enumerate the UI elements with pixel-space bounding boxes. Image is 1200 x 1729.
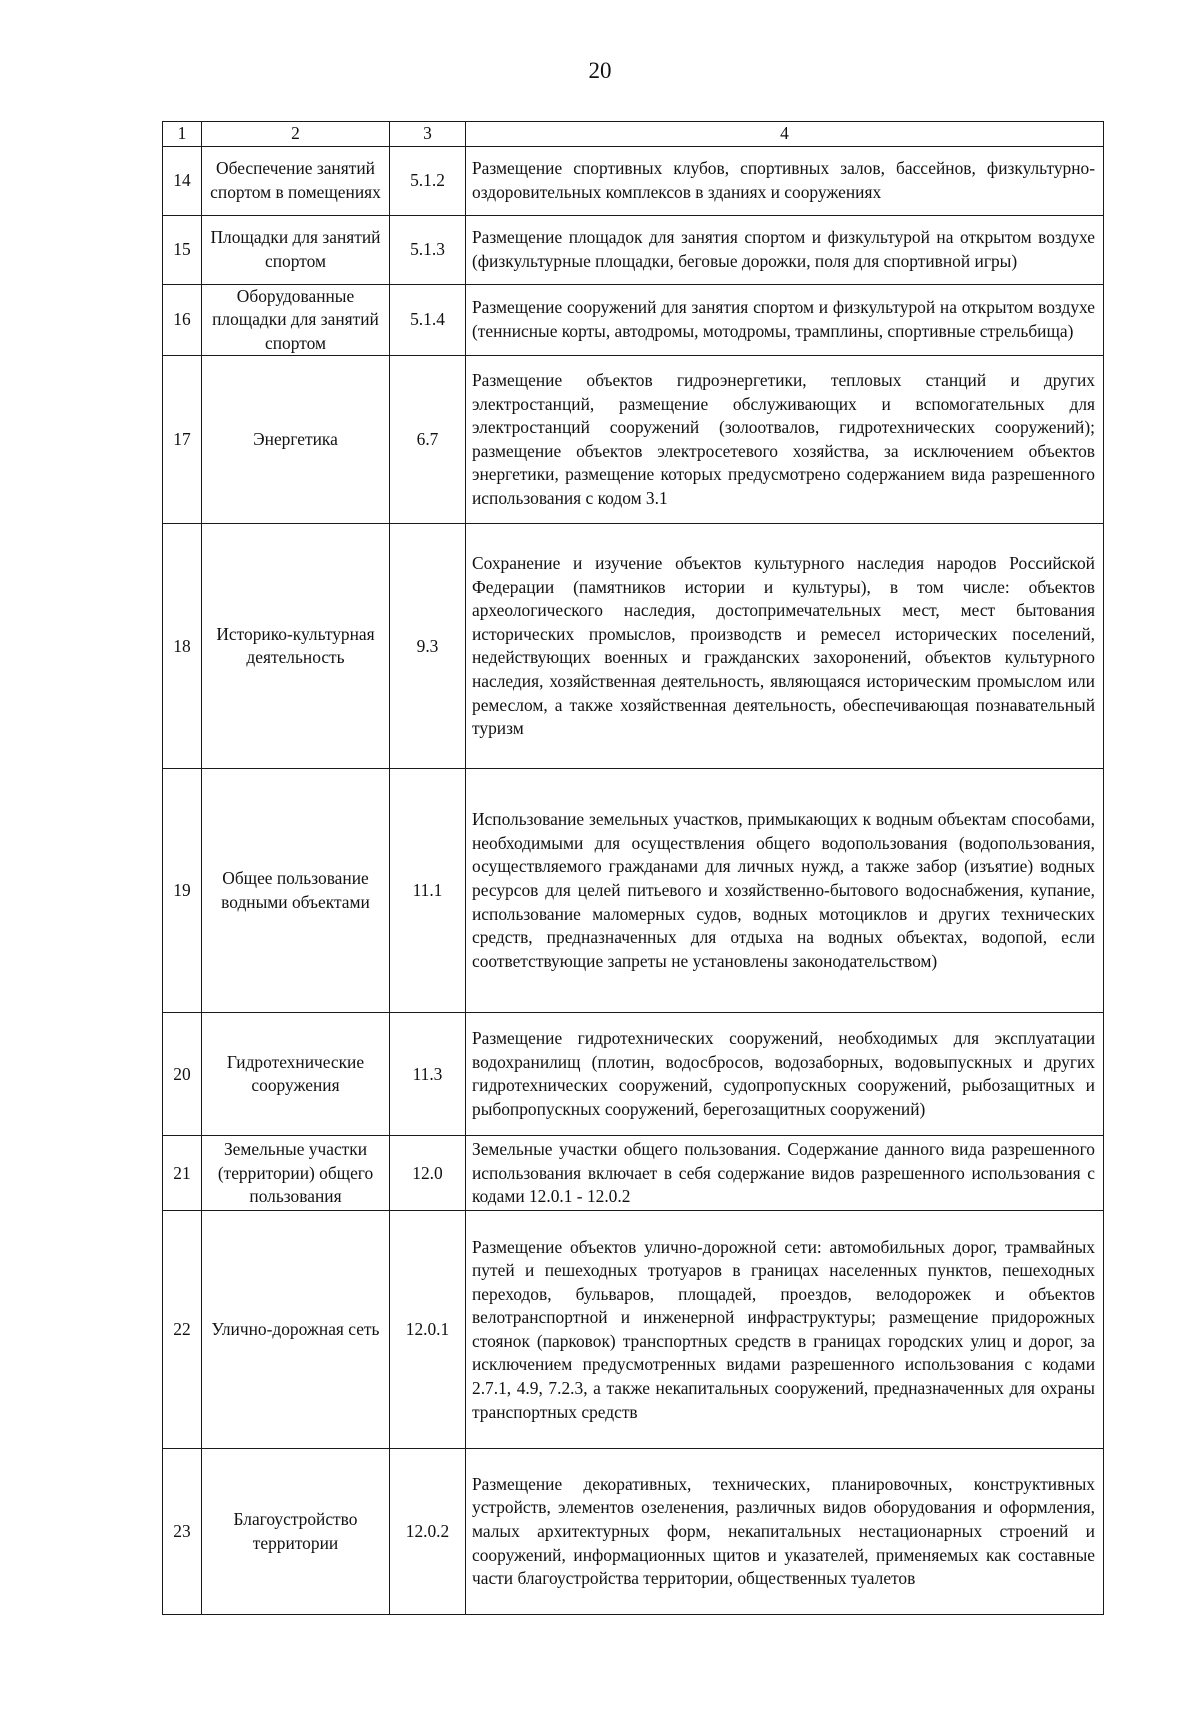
- column-header: 2: [202, 122, 390, 147]
- table-row: [163, 215, 1104, 284]
- table-row: [163, 1449, 1104, 1615]
- row-number: 20: [163, 1013, 202, 1136]
- column-header: 3: [390, 122, 466, 147]
- use-type-code: 9.3: [390, 524, 466, 769]
- table-row: [163, 284, 1104, 356]
- use-type-description: Размещение объектов улично-дорожной сети: автомобильных дорог, трамвайных путей и пешеходных тротуаров в границах населенных пунктов, пешеходных переходов, бульваров, площадей, проездов, велодорожек и объектов велотранспортной и инженерной инфраструктуры; размещение придорожных стоянок (парковок) транспортных средств в границах городских улиц и дорог, за исключением предусмотренных видами разрешенного использования с кодами 2.7.1, 4.9, 7.2.3, а также некапитальных сооружений, предназначенных для охраны транспортных средств: [466, 1211, 1104, 1449]
- use-type-code: 6.7: [390, 356, 466, 524]
- row-number: 18: [163, 524, 202, 769]
- row-number: 21: [163, 1136, 202, 1211]
- use-type-code: 12.0: [390, 1136, 466, 1211]
- use-type-name: Улично-дорожная сеть: [202, 1211, 390, 1449]
- use-type-description: Земельные участки общего пользования. Содержание данного вида разрешенного использования включает в себя содержание видов разрешенного использования с кодами 12.0.1 - 12.0.2: [466, 1136, 1104, 1211]
- use-type-name: Историко-культурная деятельность: [202, 524, 390, 769]
- use-type-code: 5.1.4: [390, 284, 466, 356]
- table-row: [163, 769, 1104, 1013]
- table-row: [163, 1211, 1104, 1449]
- use-type-code: 11.3: [390, 1013, 466, 1136]
- row-number: 19: [163, 769, 202, 1013]
- use-type-description: Размещение объектов гидроэнергетики, тепловых станций и других электростанций, размещение обслуживающих и вспомогательных для электростанций сооружений (золоотвалов, гидротехнических сооружений); размещение объектов электросетевого хозяйства, за исключением объектов энергетики, размещение которых предусмотрено содержанием вида разрешенного использования с кодом 3.1: [466, 356, 1104, 524]
- column-header: 4: [466, 122, 1104, 147]
- row-number: 22: [163, 1211, 202, 1449]
- use-type-code: 11.1: [390, 769, 466, 1013]
- row-number: 23: [163, 1449, 202, 1615]
- column-header: 1: [163, 122, 202, 147]
- table-row: [163, 524, 1104, 769]
- table-row: [163, 146, 1104, 215]
- use-type-description: Размещение спортивных клубов, спортивных залов, бассейнов, физкультурно-оздоровительных комплексов в зданиях и сооружениях: [466, 146, 1104, 215]
- use-type-code: 5.1.3: [390, 215, 466, 284]
- use-type-name: Площадки для занятий спортом: [202, 215, 390, 284]
- use-type-name: Оборудованные площадки для занятий спортом: [202, 284, 390, 356]
- table-header-row: [163, 122, 1104, 147]
- row-number: 16: [163, 284, 202, 356]
- use-type-name: Благоустройство территории: [202, 1449, 390, 1615]
- use-type-name: Земельные участки (территории) общего пользования: [202, 1136, 390, 1211]
- row-number: 15: [163, 215, 202, 284]
- use-type-name: Общее пользование водными объектами: [202, 769, 390, 1013]
- row-number: 14: [163, 146, 202, 215]
- use-type-description: Размещение площадок для занятия спортом и физкультурой на открытом воздухе (физкультурные площадки, беговые дорожки, поля для спортивной игры): [466, 215, 1104, 284]
- table-row: [163, 1136, 1104, 1211]
- use-type-name: Энергетика: [202, 356, 390, 524]
- use-type-name: Гидротехнические сооружения: [202, 1013, 390, 1136]
- use-type-code: 5.1.2: [390, 146, 466, 215]
- use-type-code: 12.0.2: [390, 1449, 466, 1615]
- table-row: [163, 1013, 1104, 1136]
- use-type-code: 12.0.1: [390, 1211, 466, 1449]
- page-number: 20: [588, 58, 612, 83]
- land-use-table: [162, 121, 1104, 1615]
- use-type-description: Размещение гидротехнических сооружений, необходимых для эксплуатации водохранилищ (плотин, водосбросов, водозаборных, водовыпускных и других гидротехнических сооружений, судопропускных сооружений, рыбозащитных и рыбопропускных сооружений, берегозащитных сооружений): [466, 1013, 1104, 1136]
- row-number: 17: [163, 356, 202, 524]
- use-type-description: Размещение сооружений для занятия спортом и физкультурой на открытом воздухе (теннисные корты, автодромы, мотодромы, трамплины, спортивные стрельбища): [466, 284, 1104, 356]
- use-type-name: Обеспечение занятий спортом в помещениях: [202, 146, 390, 215]
- table-row: [163, 356, 1104, 524]
- use-type-description: Использование земельных участков, примыкающих к водным объектам способами, необходимыми для осуществления общего водопользования (водопользования, осуществляемого гражданами для личных нужд, а также забор (изъятие) водных ресурсов для целей питьевого и хозяйственно-бытового водоснабжения, купание, использование маломерных судов, водных мотоциклов и других технических средств, предназначенных для отдыха на водных объектах, водопой, если соответствующие запреты не установлены законодательством): [466, 769, 1104, 1013]
- use-type-description: Размещение декоративных, технических, планировочных, конструктивных устройств, элементов озеленения, различных видов оборудования и оформления, малых архитектурных форм, некапитальных нестационарных строений и сооружений, информационных щитов и указателей, применяемых как составные части благоустройства территории, общественных туалетов: [466, 1449, 1104, 1615]
- use-type-description: Сохранение и изучение объектов культурного наследия народов Российской Федерации (памятников истории и культуры), в том числе: объектов археологического наследия, достопримечательных мест, мест бытования исторических промыслов, производств и ремесел исторических поселений, недействующих военных и гражданских захоронений, объектов культурного наследия, хозяйственная деятельность, являющаяся историческим промыслом или ремеслом, а также хозяйственная деятельность, обеспечивающая познавательный туризм: [466, 524, 1104, 769]
